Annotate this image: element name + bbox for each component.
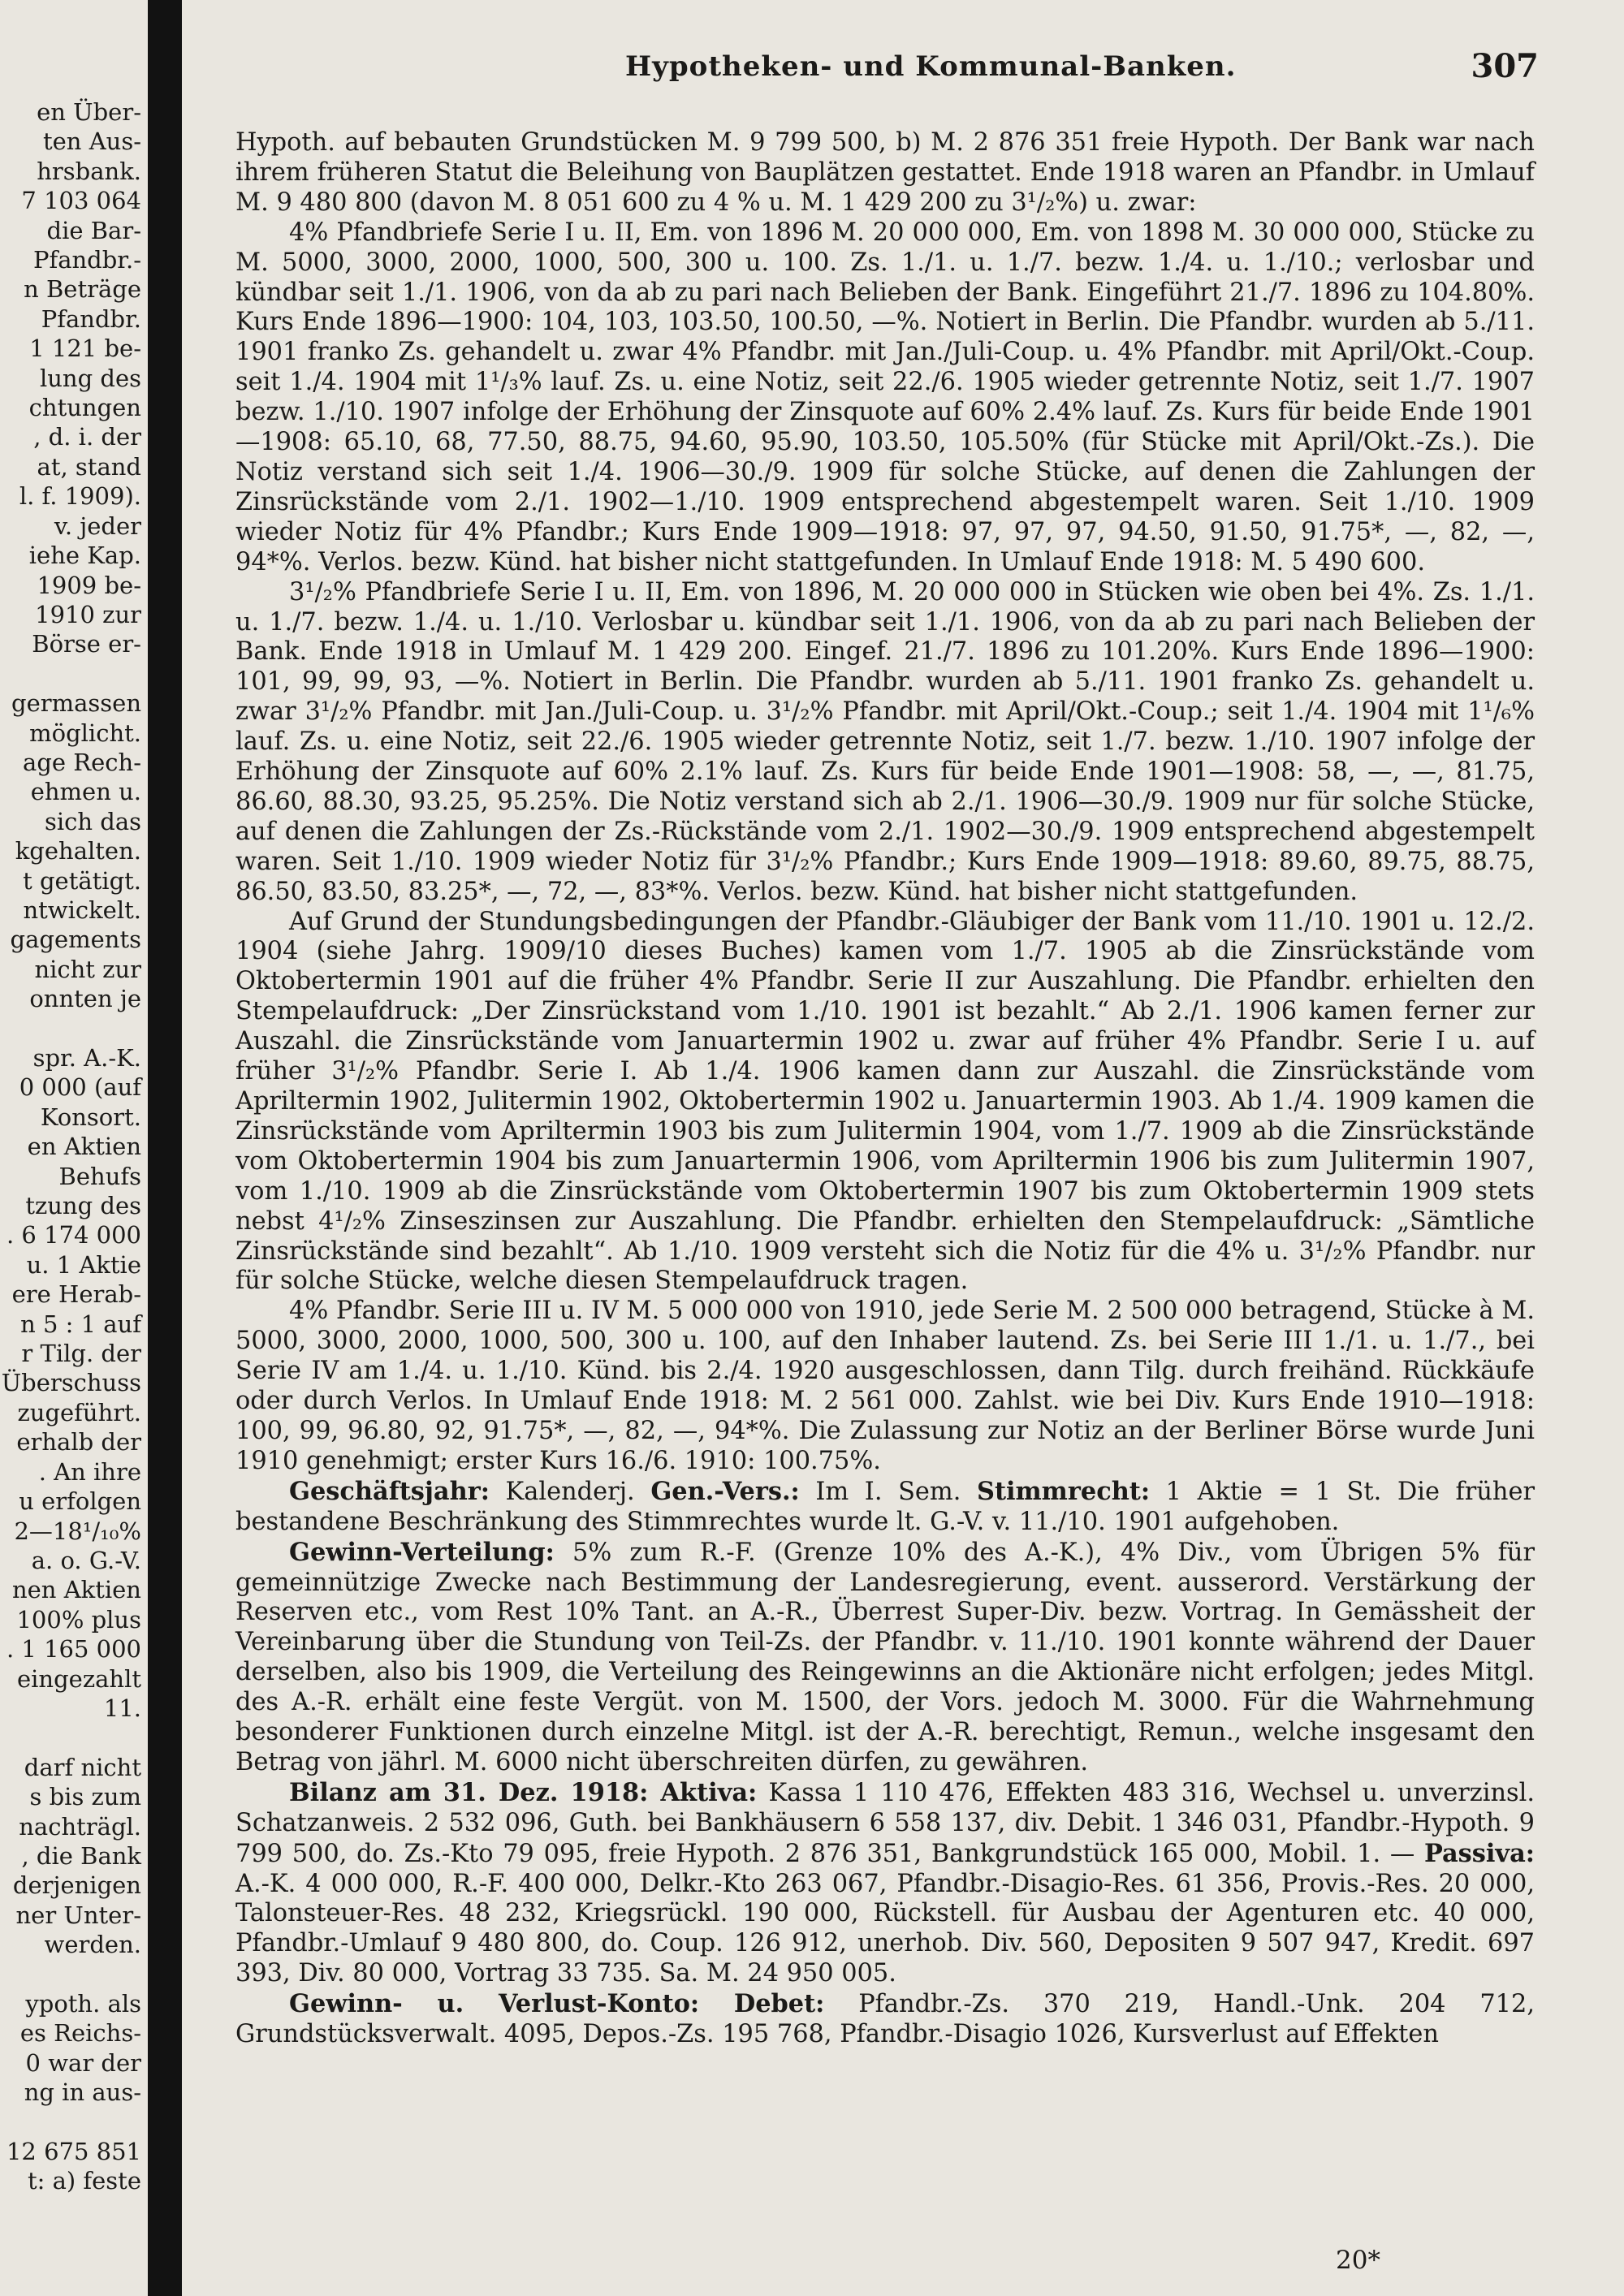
previous-column-line: n Beträge: [24, 275, 141, 304]
paragraph-geschaeftsjahr: [235, 1477, 1535, 1538]
previous-column-line: erhalb der: [16, 1428, 141, 1457]
previous-column-line: tzung des: [25, 1192, 141, 1220]
previous-column-line: u. 1 Aktie: [26, 1250, 141, 1279]
previous-column-line: t getätigt.: [23, 866, 141, 895]
paragraph-hypotheken: Hypoth. auf bebauten Grundstücken M. 9 799 500, b) M. 2 876 351 freie Hypoth. Der Bank war nach ihrem früheren Statut die Beleihung von Bauplätzen gestattet. Ende 1918 waren an Pfandbr. in Umlauf M. 9 480 800 (davon M. 8 051 600 zu 4 % u. M. 1 429 200 zu 3¹/₂%) u. zwar:: [235, 128, 1535, 217]
previous-column-line: germassen: [11, 689, 141, 718]
previous-column-line: werden.: [44, 1931, 141, 1959]
previous-column-line: 11.: [103, 1694, 141, 1722]
previous-column-line: , die Bank: [21, 1841, 141, 1870]
previous-column-line: u erfolgen: [19, 1487, 141, 1516]
previous-column-line: at, stand: [37, 452, 141, 481]
paragraph-gewinn-verlust: [235, 1989, 1535, 2050]
running-header: Hypotheken- und Kommunal-Banken.: [625, 50, 1237, 83]
page-number: 307: [1471, 47, 1539, 85]
previous-column-line: s bis zum: [29, 1783, 141, 1811]
label-debet: Debet:: [699, 1989, 825, 2019]
previous-column-line: Behufs: [58, 1162, 141, 1190]
previous-column-line: lung des: [39, 364, 141, 392]
gutter-shadow: [148, 0, 182, 2296]
previous-column-line: ntwickelt.: [23, 896, 141, 924]
text-debet: Pfandbr.-Zs. 370 219, Handl.-Unk. 204 712, Grundstücksverwalt. 4095, Depos.-Zs. 195 768, Pfandbr.-Disagio 1026, Kursverlust auf Effekten: [235, 1990, 1535, 2049]
previous-page-column: [0, 97, 145, 2290]
label-bilanz: Bilanz am 31. Dez. 1918:: [289, 1777, 649, 1807]
previous-column-line: 0 war der: [25, 2048, 141, 2077]
previous-column-line: kgehalten.: [15, 837, 141, 865]
label-geschaeftsjahr: Geschäftsjahr:: [289, 1476, 490, 1506]
previous-column-line: die Bar-: [46, 216, 141, 244]
previous-column-line: nen Aktien: [11, 1576, 141, 1604]
previous-column-line: hrsbank.: [37, 157, 141, 185]
previous-column-line: Börse er-: [32, 630, 141, 658]
previous-column-line: ere Herab-: [11, 1280, 141, 1309]
label-gen-vers: Gen.-Vers.:: [650, 1476, 800, 1506]
previous-column-line: spr. A.-K.: [32, 1044, 141, 1072]
previous-column-line: t: a) feste: [27, 2167, 141, 2195]
previous-column-line: 12 675 851: [6, 2138, 141, 2166]
previous-column-line: 1910 zur: [35, 600, 141, 628]
previous-column-line: ehmen u.: [30, 778, 141, 806]
paragraph-serie-3-4: 4% Pfandbr. Serie III u. IV M. 5 000 000 von 1910, jede Serie M. 2 500 000 betragend, Stücke à M. 5000, 3000, 2000, 1000, 500, 300 u. 100, auf den Inhaber lautend. Zs. bei Serie III 1./1. u. 1./7., bei Serie IV am 1./4. u. 1./10. Künd. bis 2./4. 1920 ausgeschlossen, dann Tilg. durch freihänd. Rückkäufe oder durch Verlos. In Umlauf Ende 1918: M. 2 561 000. Zahlst. wie bei Div. Kurs Ende 1910—1918: 100, 99, 96.80, 92, 91.75*, —, 82, —, 94*%. Die Zulassung zur Notiz an der Berliner Börse wurde Juni 1910 genehmigt; erster Kurs 16./6. 1910: 100.75%.: [235, 1297, 1535, 1475]
paragraph-4pct-pfandbriefe: 4% Pfandbriefe Serie I u. II, Em. von 1896 M. 20 000 000, Em. von 1898 M. 30 000 000, Stücke zu M. 5000, 3000, 2000, 1000, 500, 300 u. 100. Zs. 1./1. u. 1./7. bezw. 1./4. u. 1./10.; verlosbar und kündbar seit 1./1. 1906, von da ab zu pari nach Belieben der Bank. Eingeführt 21./7. 1896 zu 104.80%. Kurs Ende 1896—1900: 104, 103, 103.50, 100.50, —%. Notiert in Berlin. Die Pfandbr. wurden ab 5./11. 1901 franko Zs. gehandelt u. zwar 4% Pfandbr. mit Jan./Juli-Coup. u. 4% Pfandbr. mit April/Okt.-Coup. seit 1./4. 1904 mit 1¹/₃% lauf. Zs. u. eine Notiz, seit 22./6. 1905 wieder getrennte Notiz, seit 1./7. 1907 bezw. 1./10. 1907 infolge der Erhöhung der Zinsquote auf 60% 2.4% lauf. Zs. Kurs für beide Ende 1901—1908: 65.10, 68, 77.50, 88.75, 94.60, 95.90, 103.50, 105.50% (für Stücke mit April/Okt.-Zs.). Die Notiz verstand sich seit 1./4. 1906—30./9. 1909 für solche Stücke, auf denen die Zahlungen der Zinsrückstände vom 2./1. 1902—1./10. 1909 entsprechend abgestempelt waren. Seit 1./10. 1909 wieder Notiz für 4% Pfandbr.; Kurs Ende 1909—1918: 97, 97, 97, 94.50, 91.50, 91.75*, —, 82, —, 94*%. Verlos. bezw. Künd. hat bisher nicht stattgefunden. In Umlauf Ende 1918: M. 5 490 600.: [235, 218, 1535, 576]
previous-column-line: en Über-: [37, 98, 141, 126]
label-passiva: Passiva:: [1423, 1838, 1535, 1868]
text-geschaeftsjahr: Kalenderj.: [489, 1477, 651, 1506]
text-gewinn-verteilung: 5% zum R.-F. (Grenze 10% des A.-K.), 4% Div., vom Übrigen 5% für gemeinnützige Zwecke nach Bestimmung der Landesregierung, event. ausserord. Verstärkung der Reserven etc., vom Rest 10% Tant. an A.-R., Überrest Super-Div. bezw. Vortrag. In Gemässheit der Vereinbarung über die Stundung von Teil-Zs. der Pfandbr. v. 11./10. 1901 konnte während der Dauer derselben, also bis 1909, die Verteilung des Reingewinns an die Aktionäre nicht erfolgen; jedes Mitgl. des A.-R. erhält eine feste Vergüt. von M. 1500, der Vors. jedoch M. 3000. Für die Wahrnehmung besonderer Funktionen durch einzelne Mitgl. ist der A.-R. berechtigt, Remun., welche insgesamt den Betrag von jährl. M. 6000 nicht überschreiten dürfen, zu gewähren.: [235, 1538, 1535, 1776]
previous-column-line: [0, 1960, 145, 1989]
previous-column-line: . 6 174 000: [6, 1221, 141, 1249]
previous-column-line: a. o. G.-V.: [31, 1546, 141, 1574]
previous-column-line: ner Unter-: [15, 1901, 141, 1929]
main-text-column: [235, 128, 1535, 2050]
previous-column-line: , d. i. der: [33, 423, 141, 451]
text-stimmrecht: 1 Aktie = 1 St. Die früher bestandene Beschränkung des Stimmrechtes wurde lt. G.-V. v. 11./10. 1901 aufgehoben.: [235, 1477, 1535, 1536]
signature-mark: 20*: [1336, 2246, 1380, 2275]
previous-column-line: [0, 1014, 145, 1043]
previous-column-line: 2—18¹/₁₀%: [14, 1517, 141, 1545]
text-gen-vers: Im I. Sem.: [799, 1477, 977, 1506]
previous-column-line: möglicht.: [29, 719, 141, 747]
label-gewinn-verlust: Gewinn- u. Verlust-Konto:: [289, 1989, 700, 2019]
previous-column-line: eingezahlt: [16, 1664, 141, 1693]
previous-column-line: 0 000 (auf: [19, 1073, 141, 1102]
previous-column-line: 1 121 be-: [29, 334, 141, 363]
previous-column-line: age Rech-: [23, 748, 141, 776]
previous-column-line: Konsort.: [40, 1103, 141, 1131]
text-aktiva: Kassa 1 110 476, Effekten 483 316, Wechsel u. unverzinsl. Schatzanweis. 2 532 096, Guth. bei Bankhäusern 6 558 137, div. Debit. 1 346 031, Pfandbr.-Hypoth. 9 799 500, do. Zs.-Kto 79 095, freie Hypoth. 2 876 351, Bankgrundstück 165 000, Mobil. 1. —: [235, 1778, 1535, 1868]
previous-column-line: en Aktien: [27, 1133, 141, 1161]
previous-column-line: 1909 be-: [37, 571, 141, 599]
previous-column-line: es Reichs-: [19, 2019, 141, 2048]
previous-column-line: Pfandbr.-: [32, 246, 141, 274]
previous-column-line: r Tilg. der: [21, 1340, 141, 1368]
previous-column-line: derjenigen: [12, 1871, 141, 1900]
paragraph-bilanz: [235, 1778, 1535, 1989]
previous-column-line: n 5 : 1 auf: [20, 1310, 141, 1338]
previous-column-line: . 1 165 000: [6, 1635, 141, 1664]
previous-column-line: zugeführt.: [17, 1398, 141, 1426]
previous-column-line: l. f. 1909).: [19, 482, 141, 511]
previous-column-line: sich das: [44, 807, 141, 835]
previous-column-line: onnten je: [29, 985, 141, 1013]
previous-column-line: 100% plus: [16, 1605, 141, 1634]
paragraph-3half-pfandbriefe: 3¹/₂% Pfandbriefe Serie I u. II, Em. von 1896, M. 20 000 000 in Stücken wie oben bei 4%. Zs. 1./1. u. 1./7. bezw. 1./4. u. 1./10. Verlosbar u. kündbar seit 1./1. 1906, von da ab zu pari nach Belieben der Bank. Ende 1918 in Umlauf M. 1 429 200. Eingef. 21./7. 1896 zu 101.20%. Kurs Ende 1896—1900: 101, 99, 99, 93, —%. Notiert in Berlin. Die Pfandbr. wurden ab 5./11. 1901 franko Zs. gehandelt u. zwar 3¹/₂% Pfandbr. mit Jan./Juli-Coup. u. 3¹/₂% Pfandbr. mit April/Okt.-Coup.; seit 1./4. 1904 mit 1¹/₆% lauf. Zs. u. eine Notiz, seit 22./6. 1905 wieder getrennte Notiz, seit 1./7. bezw. 1./10. 1907 infolge der Erhöhung der Zinsquote auf 60% 2.1% lauf. Zs. Kurs für beide Ende 1901—1908: 58, —, —, 81.75, 86.60, 88.30, 93.25, 95.25%. Die Notiz verstand sich ab 2./1. 1906—30./9. 1909 nur für solche Stücke, auf denen die Zahlungen der Zs.-Rückstände vom 2./1. 1902—30./9. 1909 entsprechend abgestempelt waren. Seit 1./10. 1909 wieder Notiz für 3¹/₂% Pfandbr.; Kurs Ende 1909—1918: 89.60, 89.75, 88.75, 86.50, 83.50, 83.25*, —, 72, —, 83*%. Verlos. bezw. Künd. hat bisher nicht stattgefunden.: [235, 577, 1535, 906]
previous-column-line: ten Aus-: [42, 127, 141, 156]
previous-column-line: Pfandbr.: [41, 304, 141, 333]
text-passiva: A.-K. 4 000 000, R.-F. 400 000, Delkr.-Kto 263 067, Pfandbr.-Disagio-Res. 61 356, Provis.-Res. 20 000, Talonsteuer-Res. 48 232, Kriegsrückl. 190 000, Rückstell. für Ausbau der Agenturen etc. 40 000, Pfandbr.-Umlauf 9 480 800, do. Coup. 126 912, unerhob. Div. 560, Depositen 9 507 947, Kredit. 697 393, Div. 80 000, Vortrag 33 735. Sa. M. 24 950 005.: [235, 1869, 1535, 1988]
previous-column-line: [0, 2108, 145, 2137]
previous-column-line: Überschuss: [1, 1369, 141, 1397]
label-gewinn-verteilung: Gewinn-Verteilung:: [289, 1537, 555, 1567]
previous-column-line: nicht zur: [34, 955, 141, 983]
previous-column-line: chtungen: [28, 394, 141, 422]
previous-column-line: [0, 659, 145, 688]
previous-column-line: [0, 1723, 145, 1752]
previous-column-line: iehe Kap.: [28, 542, 141, 570]
paragraph-stundungsbedingungen: Auf Grund der Stundungsbedingungen der Pfandbr.-Gläubiger der Bank vom 11./10. 1901 u. 12./2. 1904 (siehe Jahrg. 1909/10 dieses Buches) kamen vom 1./7. 1905 ab die Zinsrückstände vom Oktobertermin 1901 auf die früher 4% Pfandbr. Serie II zur Auszahlung. Die Pfandbr. erhielten den Stempelaufdruck: „Der Zinsrückstand vom 1./10. 1901 ist bezahlt.“ Ab 2./1. 1906 kamen ferner zur Auszahl. die Zinsrückstände vom Januartermin 1902 u. zwar auf früher 4% Pfandbr. Serie I u. auf früher 3¹/₂% Pfandbr. Serie I. Ab 1./4. 1906 kamen dann zur Auszahl. die Zinsrückstände vom Apriltermin 1902, Julitermin 1902, Oktobertermin 1902 u. Januartermin 1903. Ab 1./4. 1909 kamen die Zinsrückstände vom Apriltermin 1903 bis zum Julitermin 1904, vom 1./7. 1909 ab die Zinsrückstände vom Oktobertermin 1904 bis zum Januartermin 1906, vom Apriltermin 1906 bis zum Julitermin 1907, vom 1./10. 1909 ab die Zinsrückstände vom Oktobertermin 1907 bis zum Oktobertermin 1909 stets nebst 4¹/₂% Zinseszinsen zur Auszahlung. Die Pfandbr. erhielten den Stempelaufdruck: „Sämtliche Zinsrückstände sind bezahlt“. Ab 1./10. 1909 versteht sich die Notiz für die 4% u. 3¹/₂% Pfandbr. nur für solche Stücke, welche diesen Stempelaufdruck tragen.: [235, 907, 1535, 1296]
previous-column-line: nachträgl.: [19, 1812, 141, 1841]
previous-column-line: . An ihre: [38, 1457, 141, 1486]
label-aktiva: Aktiva:: [648, 1777, 758, 1807]
previous-column-line: 7 103 064: [21, 187, 141, 215]
previous-column-line: v. jeder: [54, 511, 141, 540]
label-stimmrecht: Stimmrecht:: [977, 1476, 1151, 1506]
previous-column-line: darf nicht: [24, 1753, 141, 1781]
previous-column-line: ypoth. als: [25, 1990, 141, 2018]
previous-column-line: gagements: [10, 926, 141, 954]
previous-column-line: ng in aus-: [24, 2078, 141, 2107]
paragraph-gewinn-verteilung: [235, 1538, 1535, 1778]
